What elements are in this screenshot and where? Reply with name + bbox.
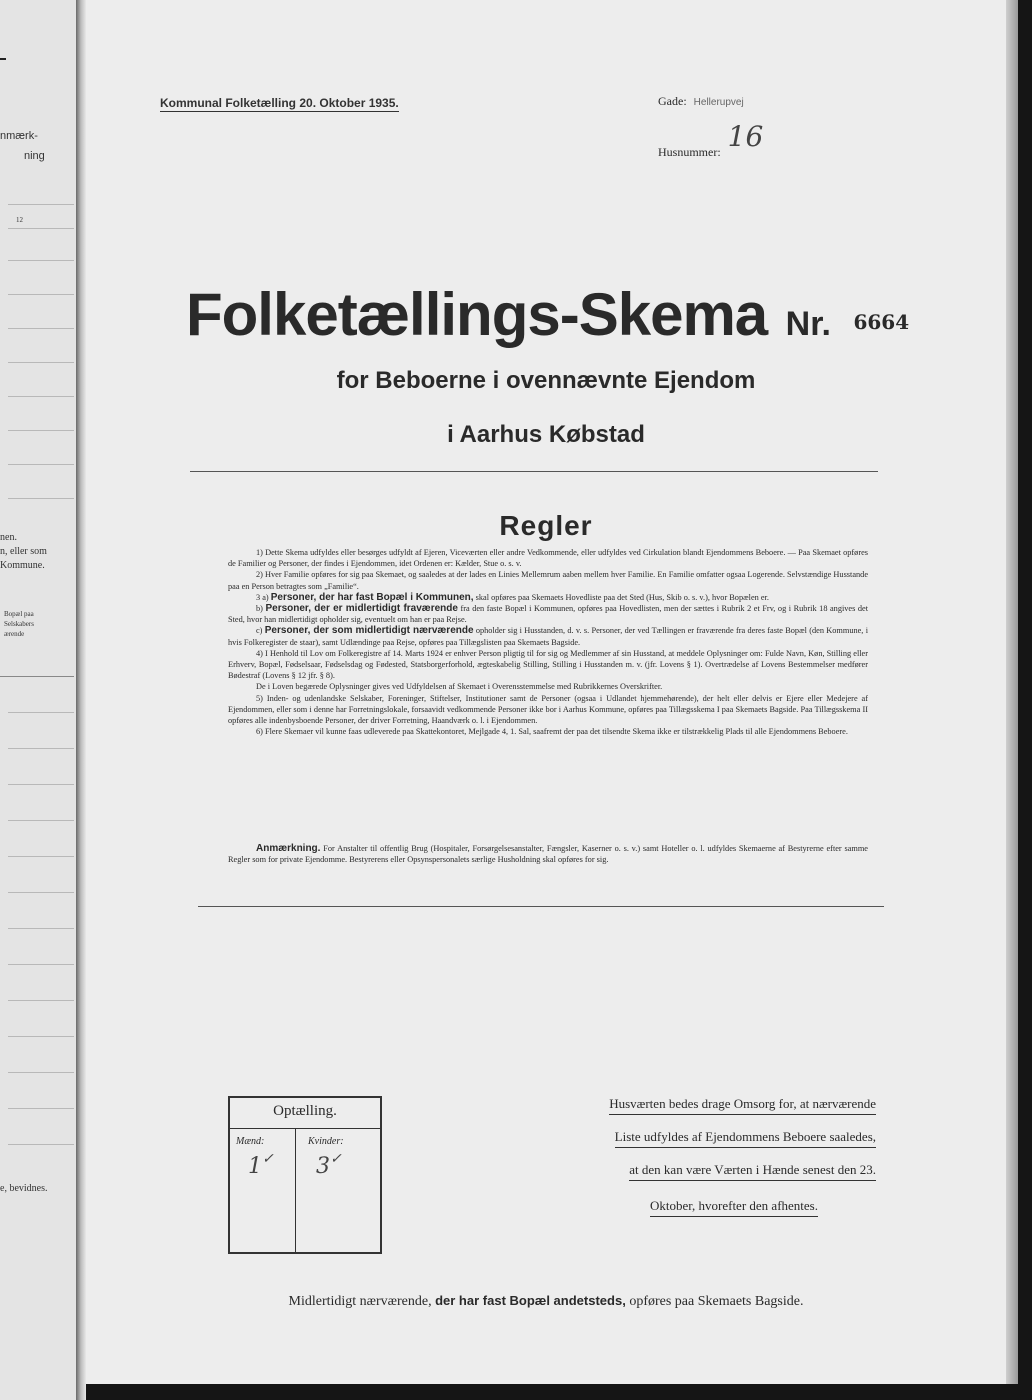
house-number-label: Husnummer: [658,145,721,159]
footer-post: opføres paa Skemaets Bagside. [629,1294,804,1309]
left-rule [8,1000,74,1001]
left-rule [8,260,74,261]
women-label: Kvinder: [308,1136,344,1147]
left-rule [8,856,74,857]
divider-bottom [198,906,884,907]
note-block [228,843,868,865]
left-rule [8,204,74,205]
left-rule [8,748,74,749]
rule-3c-rest: opholder sig i Husstanden, d. v. s. Personer, der ved Tællingen er fraværende fra deres faste Bopæl (den Kommune, i hvis Folkeregister de staar), samt Udlændinge paa Rejse, opføres paa Tillægslisten paa Skemaets Bagside. [228,626,868,647]
left-rule [8,784,74,785]
check-mark-icon: ✓ [330,1151,342,1167]
census-form-page [86,0,1006,1384]
women-count: 3 [316,1154,330,1179]
street-value: Hellerupvej [693,97,744,108]
left-text-ning: ning [24,150,45,162]
left-rule [8,396,74,397]
men-count-value [248,1151,274,1179]
left-col-number: 12 [16,216,23,224]
house-number-field [658,120,764,163]
men-count: 1 [248,1154,262,1179]
left-rule [8,820,74,821]
rule-3c-bold: Personer, der som midlertidigt nærværende [264,625,474,637]
book-spine [76,0,86,1400]
rule-3a [228,592,868,603]
rule-6: 6) Flere Skemaer vil kunne faas udleverede paa Skattekontoret, Mejlgade 4, 1. Sal, saafremt der paa det tilsendte Skema ikke er tilstrækkelig Plads til alle Ejendommens Beboere. [256,727,848,737]
count-box-title-rule [230,1128,380,1129]
form-number-value: 6664 [853,310,910,334]
rules-body [228,547,868,737]
left-text-nen: nen. [0,532,17,543]
landlord-line: Liste udfyldes af Ejendommens Beboere saaledes, [615,1129,876,1148]
left-rule [8,892,74,893]
left-rule [8,328,74,329]
left-rule [8,964,74,965]
footer-note [86,1293,1006,1310]
count-box-divider [295,1128,296,1252]
left-text-aerende: ærende [4,630,25,638]
rule-1: 1) Dette Skema udfyldes eller besørges udfyldt af Ejeren, Viceværten eller andre Vedkommende, eller udfyldes ved Cirkulation blandt Ejendommens Beboere. — Paa Skemaet opføres de Familier og Personer, der findes i Ejendommen, idet Ordenen er: Kælder, Stue o. s. v. [228,548,868,569]
left-rule [8,1072,74,1073]
left-rule [8,464,74,465]
footer-bold: der har fast Bopæl andetsteds, [435,1293,626,1308]
form-title-main: Folketællings-Skema [186,281,768,348]
note-label: Anmærkning. [256,843,321,854]
left-text-eller-som: n, eller som [0,546,47,557]
rule-3a-lead: 3 a) [256,592,269,602]
rule-2: 2) Hver Familie opføres for sig paa Skemaet, og saaledes at der lades en Linies Mellemrum aaben mellem hver Familie. En Familie omfatter ogsaa Logerende. Selvstændige Husstande paa en Person betragtes som „Familie“. [228,570,868,591]
form-number-label: Nr. [785,305,831,343]
landlord-line: Oktober, hvorefter den afhentes. [650,1198,818,1217]
left-rule [8,1036,74,1037]
check-mark-icon: ✓ [262,1151,274,1167]
count-box-title: Optælling. [273,1103,337,1119]
rule-3b-lead: b) [256,604,263,614]
left-rule [8,430,74,431]
landlord-line: Husværten bedes drage Omsorg for, at nærværende [609,1096,876,1115]
footer-pre: Midlertidigt nærværende, [288,1294,432,1309]
rules-heading: Regler [499,510,593,541]
rule-3a-bold: Personer, der har fast Bopæl i Kommunen, [270,591,474,603]
left-rule [8,362,74,363]
left-rule [8,294,74,295]
left-page-fragment [0,0,76,1400]
rule-5: 5) Inden- og udenlandske Selskaber, Foreninger, Stiftelser, Institutioner samt de Personer (ogsaa i Udlandet hjemmehørende), der helt eller delvis er Ejere eller Medejere af Ejendommen, eller som i denne har Forretningslokale, forsaavidt vedkommende Personer ikke bor i Aarhus Kommune, opføres paa Tillægsskema I paa Skemaets Bagside. Paa Tillægsskema II opføres alle indenbysboende Personer, der driver Forretning, Haandværk o. l. i Ejendommen. [228,693,868,726]
rule-4: 4) I Henhold til Lov om Folkeregistre af 14. Marts 1924 er enhver Person pligtig til for sig og Medlemmer af sin Husstand, at meddele Oplysninger om: Fulde Navn, Køn, Stilling eller Erhverv, Bopæl, Fødselsaar, Fødselsdag og Fødested, Statsborgerforhold, ægteskabelig Stilling, Stilling i Husstanden m. v. (jfr. Lovens § 1). Overtrædelse af Lovens Bestemmelser medfører Bødestraf (Lovens § 12 jfr. § 8). [228,648,868,681]
left-rule [8,1144,74,1145]
form-subtitle-2: i Aarhus Købstad [447,421,645,448]
divider-top [190,471,878,472]
left-rule [8,228,74,229]
street-label: Gade: [658,94,687,108]
left-text-bopael: Bopæl paa [4,610,34,618]
rule-3c [228,625,868,647]
rule-3a-rest: skal opføres paa Skemaets Hovedliste paa det Sted (Hus, Skib o. s. v.), hvor Bopælen er. [475,592,769,602]
rule-3b-rest: fra den faste Bopæl i Kommunen, opføres paa Hovedlisten, men der sættes i Rubrik 2 et Frv, og i Rubrik 18 angives det Sted, hvor han midlertidigt opholder sig, eventuelt om han er paa Rejse. [228,604,869,625]
form-title [186,280,909,349]
left-rule [0,676,74,677]
census-title: Kommunal Folketælling 20. Oktober 1935. [160,96,399,110]
page-edge [1006,0,1018,1384]
form-subtitle-1: for Beboerne i ovennævnte Ejendom [336,367,756,394]
men-label: Mænd: [236,1136,265,1147]
left-text-anmaerk: nmærk- [0,130,38,142]
rule-3c-lead: c) [256,626,263,636]
note-text: For Anstalter til offentlig Brug (Hospitaler, Forsørgelsesanstalter, Fængsler, Kaserner o. s. v.) samt Hoteller o. l. udfyldes Skemaerne af Bestyrerne efter samme Regler som for private Ejendomme. Bestyrerens eller Opsynspersonalets særlige Husholdning skal opføres for sig. [228,844,868,865]
left-rule [8,712,74,713]
left-rule [8,1108,74,1109]
rule-4b: De i Loven begærede Oplysninger gives ved Udfyldelsen af Skemaet i Overensstemmelse med Rubrikkernes Overskrifter. [256,682,663,692]
rule-3b [228,603,868,625]
landlord-line: at den kan være Værten i Hænde senest den 23. [629,1162,876,1181]
left-text-kommune: Kommune. [0,560,45,571]
left-dash [0,58,6,60]
left-rule [8,928,74,929]
count-box [228,1096,382,1254]
left-text-selskabers: Selskabers [4,620,34,628]
rule-3b-bold: Personer, der er midlertidigt fraværende [265,603,458,615]
left-rule [8,498,74,499]
women-count-value [316,1151,342,1179]
street-field [658,94,744,109]
house-number-value: 16 [727,120,764,153]
left-text-bevidnes: e, bevidnes. [0,1183,48,1194]
